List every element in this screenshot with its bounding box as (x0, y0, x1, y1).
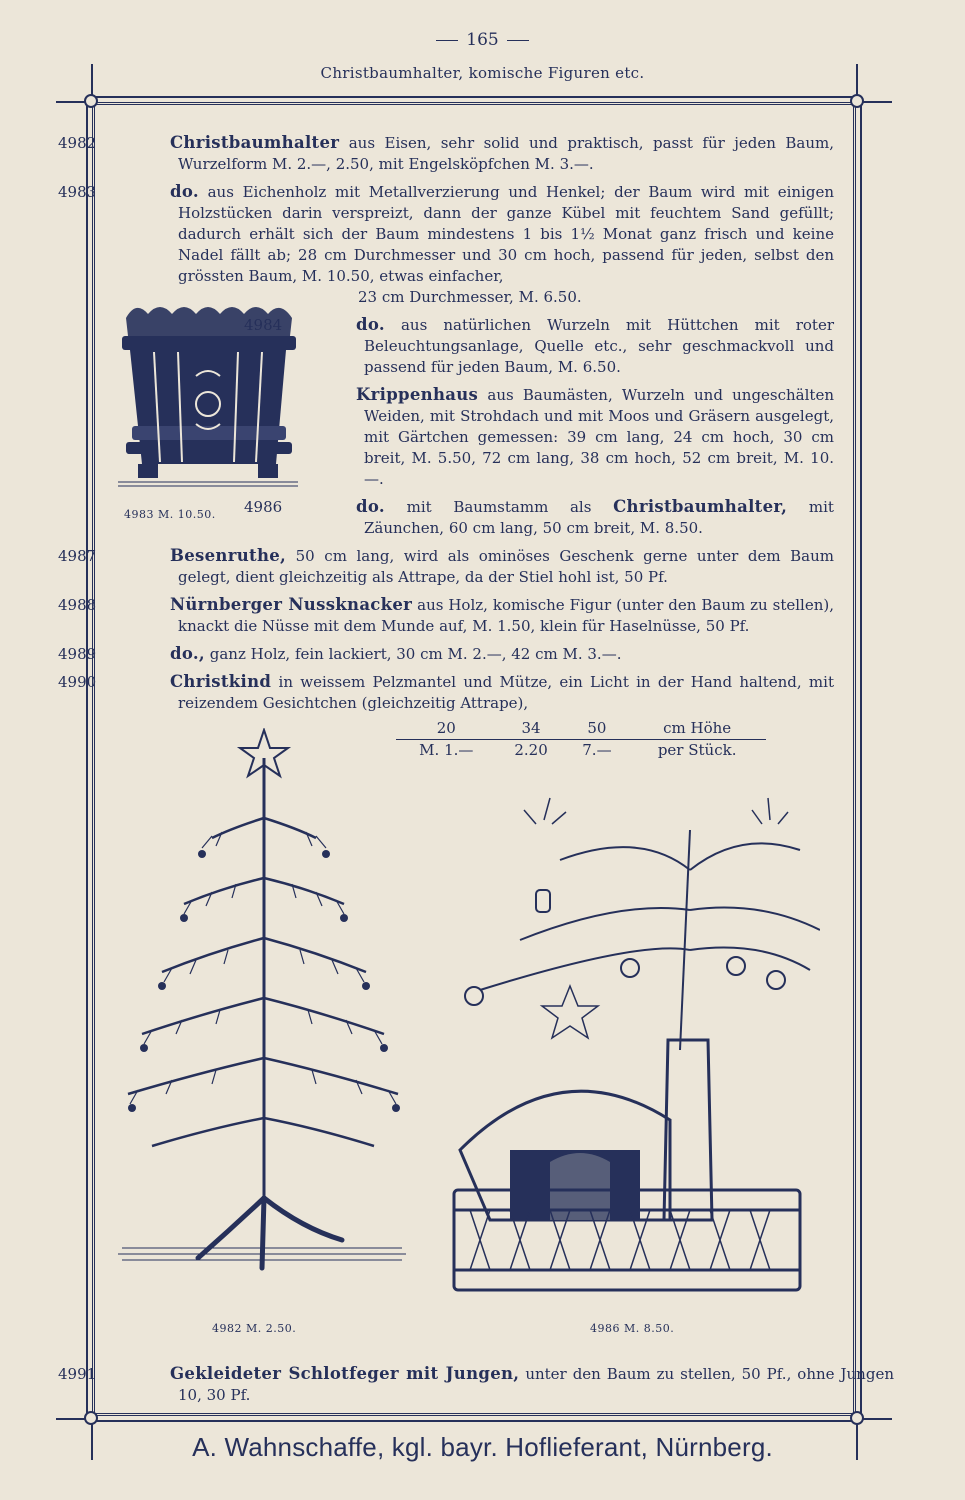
entry-number (304, 385, 356, 406)
entry-text: in weissem Pelzmantel und Mütze, ein Licht in der Hand haltend, mit reizendem Gesichtchen (gleichzeitig Attrape), (178, 673, 834, 712)
entry-text: aus Holz, komische Figur (unter den Baum zu stellen), knackt die Nüsse mit dem Munde auf, M. 1.50, klein für Haselnüsse, 50 Pf. (178, 596, 834, 635)
frame-corner-ornament (84, 94, 98, 108)
entry-4984 (304, 314, 834, 378)
tub-caption: 4983 M. 10.50. (124, 508, 216, 521)
entry-keyword: Christkind (170, 672, 272, 691)
publisher-footer: A. Wahnschaffe, kgl. bayr. Hoflieferant, Nürnberg. (192, 1432, 773, 1462)
entry-4982 (58, 132, 834, 175)
entry-number (304, 315, 356, 336)
entry-number: 4988 (58, 596, 97, 614)
entry-number: 4982 (58, 134, 97, 152)
entry-4986 (244, 496, 834, 539)
entry-text: 23 cm Durchmesser, M. 6.50. (358, 288, 582, 306)
page-number (0, 30, 965, 50)
entry-text: mit Zäunchen, 60 cm lang, 50 cm breit, M. 8.50. (364, 498, 834, 537)
price-unit: per Stück. (657, 741, 737, 759)
price-table (396, 718, 766, 761)
entry-keyword: Christbaumhalter, (613, 497, 788, 516)
entry-keyword: Besenruthe, (170, 546, 287, 565)
entry-number: 4991 (58, 1365, 97, 1383)
entry-number: 4990 (58, 673, 97, 691)
frame-corner-ornament (850, 1411, 864, 1425)
entry-text: aus natürlichen Wurzeln mit Hüttchen mit roter Beleuchtungsanlage, Quelle etc., sehr geschmackvoll und passend für jeden Baum, M. 6.50. (364, 316, 834, 376)
entry-4991 (58, 1363, 894, 1406)
entry-4987 (58, 545, 834, 588)
right-ornament (507, 40, 529, 41)
entry-keyword: do. (356, 315, 385, 334)
page-number-text: 165 (466, 30, 499, 50)
entry-text: unter den Baum zu stellen, 50 Pf., ohne Jungen 10, 30 Pf. (178, 1365, 894, 1404)
frame-corner-ornament (850, 94, 864, 108)
size-cell: 34 (497, 718, 566, 740)
entry-text: aus Eisen, sehr solid und praktisch, passt für jeden Baum, Wurzelform M. 2.—, 2.50, mit Engelsköpfchen M. 3.—. (178, 134, 834, 173)
frame-corner-ornament (84, 1411, 98, 1425)
entry-4983-continuation (304, 287, 834, 308)
wooden-tub-illustration (118, 296, 298, 522)
entry-keyword: do. (170, 182, 199, 201)
entry-keyword: Christbaumhalter (170, 133, 340, 152)
frame-arrow-up-right (856, 64, 858, 98)
entry-number: 4989 (58, 645, 97, 663)
entry-text: 50 cm lang, wird als ominöses Geschenk gerne unter dem Baum gelegt, dient gleichzeitig als Attrape, da der Stiel hohl ist, 50 Pf. (178, 547, 834, 586)
entry-keyword: Krippenhaus (356, 385, 479, 404)
frame-arrow-up-left (91, 64, 93, 98)
size-unit: cm Höhe (628, 718, 766, 740)
size-cell: 20 (396, 718, 497, 740)
left-ornament (436, 40, 458, 41)
size-cell: 50 (566, 718, 629, 740)
price-cell: M. 1.— (419, 741, 474, 759)
price-cell: 7.— (582, 741, 612, 759)
entry-text: aus Eichenholz mit Metallverzierung und Henkel; der Baum wird mit einigen Holzstücken darin verspreizt, dann der ganze Kübel mit feuchtem Sand gefüllt; dadurch erhält sich der Baum mindestens 1 bis 1½ Monat ganz frisch und keine Nadel fällt ab; 28 cm Durchmesser und 30 cm hoch, passend für jeden, selbst den grössten Baum, M. 10.50, etwas einfacher, (178, 183, 834, 285)
entry-4985 (304, 384, 834, 490)
entry-keyword: Nürnberger Nussknacker (170, 595, 413, 614)
entry-4983 (58, 181, 834, 287)
running-title: Christbaumhalter, komische Figuren etc. (320, 64, 645, 82)
frame-arrow-right-bottom (860, 1418, 892, 1420)
entry-number: 4987 (58, 547, 97, 565)
tree-caption: 4982 M. 2.50. (212, 1322, 297, 1335)
entry-keyword: do. (356, 497, 385, 516)
entry-text: ganz Holz, fein lackiert, 30 cm M. 2.—, 42 cm M. 3.—. (209, 645, 622, 663)
entry-keyword: do., (170, 644, 205, 663)
price-cell: 2.20 (514, 741, 548, 759)
entry-keyword: Gekleideter Schlotfeger mit Jungen, (170, 1364, 520, 1383)
entry-text: mit Baumstamm als (406, 498, 592, 516)
christmas-tree-illustration (112, 728, 412, 1318)
entry-4990 (58, 671, 834, 714)
entry-number: 4983 (58, 183, 97, 201)
entry-4988 (58, 594, 834, 637)
crib-caption: 4986 M. 8.50. (590, 1322, 675, 1335)
entry-text: aus Baumästen, Wurzeln und ungeschälten Weiden, mit Strohdach und mit Moos und Gräsern ausgelegt, mit Gärtchen gemessen: 39 cm lang, 24 cm hoch, 30 cm breit, M. 5.50, 72 cm lang, 38 cm hoch, 52 cm breit, M. 10.—. (364, 386, 834, 488)
entry-4989 (58, 643, 834, 665)
frame-arrow-right-top (860, 101, 892, 103)
crib-tree-holder-illustration (440, 790, 820, 1320)
entry-number: 4986 (244, 498, 283, 516)
